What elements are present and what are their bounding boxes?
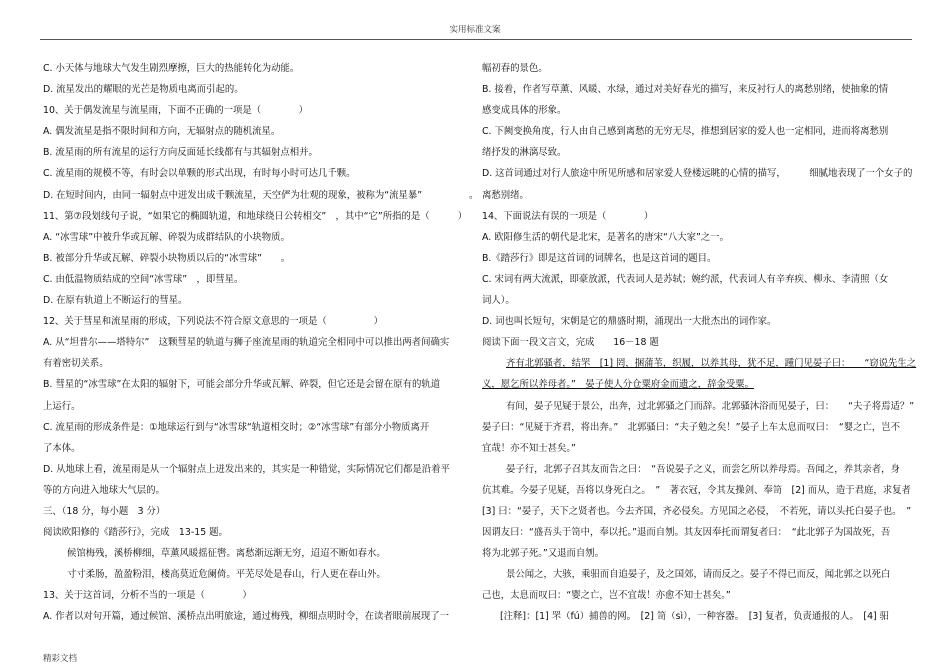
text-line: C. 宋词有两大流派，即豪放派，代表词人是苏轼；婉约派，代表词人有辛弃疾、柳永、李清照（女 <box>482 273 889 285</box>
text-line: 绪抒发的淋漓尽致。 <box>482 147 567 159</box>
text-line: 有着密切关系。 <box>43 358 109 370</box>
text-line: 阅读下面一段文言文，完成 16－18 题 <box>482 337 659 349</box>
text-line: 有间，晏子见疑于景公，出奔，过北郭骚之门而辞。北郭骚沐浴而见晏子，曰： “夫子将焉适？” <box>506 400 915 412</box>
text-line: 宜哉！亦不知士甚矣。” <box>482 442 576 454</box>
text-line: D. 流星发出的耀眼的光芒是物质电离而引起的。 <box>43 84 244 96</box>
text-line: 等的方向进入地球大气层的。 <box>43 484 165 496</box>
text-line: 了本体。 <box>43 442 81 454</box>
text-line: 上运行。 <box>43 400 81 412</box>
text-line: B. 接着，作者写草薰、风暖、水绿，通过对美好春光的描写，来反衬行人的离愁别绪，使抽象的情 <box>482 84 889 96</box>
text-line: 词人）。 <box>482 295 515 307</box>
text-line: A. 从“坦普尔——塔特尔” 这颗彗星的轨道与狮子座流星雨的轨道完全相同中可以推出两者间确实 <box>43 337 450 349</box>
text-line: 义，愿乞所以养母者。” 晏子使人分仓粟府金而遗之，辞金受粟。 <box>482 379 755 391</box>
text-line: [注释]：[1] 罘（fú）捕兽的网。 [2] 笥（sì），一种容器。 [3] 复者，负责通报的人。 [4] 驲 <box>500 611 890 623</box>
text-line: A. 作者以对句开篇，通过候馆、溪桥点出明旅途，通过梅残，柳细点明时令，在读者眼前展现了一 <box>43 611 449 623</box>
text-line: B. 流星雨的所有流星的运行方向反面延长线都有与其辐射点相并。 <box>43 147 318 159</box>
text-line: 12、关于彗星和流星雨的形成，下列说法不符合原文意思的一项是（ ） <box>43 316 384 328</box>
text-line: B. 彗星的“冰雪球”在太阳的辐射下，可能会部分升华或瓦解、碎裂，但它还是会留在原有的轨道 <box>43 379 441 391</box>
page-footer: 精彩文档 <box>43 654 78 664</box>
text-line: D. 词也叫长短句，宋朝是它的鼎盛时期，涌现出一大批杰出的词作家。 <box>482 316 777 328</box>
text-line: 晏子曰：“见疑于齐君，将出奔。” 北郭骚曰：“夫子勉之矣！”晏子上车太息而叹曰： “婴之亡，岂不 <box>482 421 901 433</box>
page-header: 实用标准文案 <box>449 25 501 35</box>
text-line: A. 欧阳修生活的朝代是北宋，是著名的唐宋“八大家”之一。 <box>482 231 729 243</box>
text-line: B. 被部分升华或瓦解、碎裂小块物质以后的“冰雪球” 。 <box>43 252 291 264</box>
text-line: 因谓友曰：“盛吾头于笥中，奉以托。”退而自刎。其友因奉托而谓复者曰： “此北郭子为国故死，吾 <box>482 527 891 539</box>
text-line: A. 偶发流星是指不限时间和方向，无辐射点的随机流星。 <box>43 126 281 138</box>
text-line: 10、关于偶发流星与流星雨，下面不正确的一项是（ ） <box>43 105 309 117</box>
text-line: 14、下面说法有误的一项是（ ） <box>482 210 654 222</box>
text-line: C. 下阙变换角度，行人由自己感到离愁的无穷无尽，推想到居家的爱人也一定相同，进而将离愁别 <box>482 126 889 138</box>
text-line: 13、关于这首词，分析不当的一项是（ ） <box>43 590 252 602</box>
text-line: 将为北郭子死。”又退而自刎。 <box>482 548 605 560</box>
text-line: B.《踏莎行》即是这首词的词牌名，也是这首词的题目。 <box>482 252 717 264</box>
text-line: 齐有北郭骚者，结罘 [1] 罔，捆蒲苇，织履，以养其母，犹不足，踵门见晏子曰： “窃说先生之 <box>506 358 917 370</box>
text-line: D. 这首词通过对行人旅途中所见所感和居家爱人登楼远眺的心情的描写， 细腻地表现了一个女子的 <box>482 168 913 180</box>
text-line: 11、第⑦段划线句子说，“如果它的椭圆轨道，和地球绕日公转相交” ，其中“它”所指的是（ ） <box>43 210 468 222</box>
right-column <box>482 58 917 628</box>
text-line: 晏子行，北郭子召其友而告之曰： “吾说晏子之义，而尝乞所以养母焉。吾闻之，养其亲者，身 <box>506 463 900 475</box>
text-line: 幅初春的景色。 <box>482 63 548 74</box>
text-line: [3] 曰：“晏子，天下之贤者也。今去齐国，齐必侵矣。方见国之必侵， 不若死，请以头托白晏子也。 ” <box>482 505 912 517</box>
text-line: D. 从地球上看，流星雨是从一个辐射点上迸发出来的，其实是一种错觉，实际情况它们都是沿着平 <box>43 463 450 475</box>
text-line: C. 由低温物质结成的空间“冰雪球” ，即彗星。 <box>43 273 244 285</box>
text-line: 己也，太息而叹曰：“婴之亡，岂不宜哉！亦愈不知士甚矣。” <box>482 590 731 602</box>
text-line: 感变成具体的形象。 <box>482 105 567 117</box>
header-rule <box>40 39 912 40</box>
text-line: 寸寸柔肠，盈盈粉泪，楼高莫近危阑倚。平芜尽处是春山，行人更在春山外。 <box>67 569 386 581</box>
text-line: C. 流星雨的规模不等，有时会以单颗的形式出现，有时每小时可达几千颗。 <box>43 168 356 180</box>
text-line: C. 流星雨的形成条件是：①地球运行到与“冰雪球“轨道相交时；②“冰雪球”有部分小物质离开 <box>43 421 430 433</box>
text-line: D. 在原有轨道上不断运行的彗星。 <box>43 295 188 307</box>
text-line: A. “冰雪球”中被升华或瓦解、碎裂为成群结队的小块物质。 <box>43 231 290 243</box>
text-line: 候馆梅残，溪桥柳细，草薰风暖摇征辔。离愁渐远渐无穷，迢迢不断如春水。 <box>67 548 386 560</box>
text-line: 三、（18 分，每小题 3 分） <box>43 505 166 517</box>
text-line: 伉其难。今晏子见疑，吾将以身死白之。 ” 著衣冠，令其友操剑、奉笥 [2] 而从，造于君庭，求复者 <box>482 484 911 496</box>
text-line: 阅读欧阳修的《踏莎行》，完成 13-15 题。 <box>43 527 228 539</box>
text-line: D. 在短时间内，由同一辐射点中迸发出成千颗流星，天空俨为壮观的现象，被称为“流星暴” 。 <box>43 189 479 201</box>
text-line: 景公闻之，大骇，乘驲而自追晏子，及之国郊，请而反之。晏子不得已而反，闻北郭之以死白 <box>506 569 891 581</box>
text-line: C. 小天体与地球大气发生剧烈摩擦，巨大的热能转化为动能。 <box>43 63 300 74</box>
text-line: 离愁别绪。 <box>482 189 529 201</box>
left-column <box>43 58 479 628</box>
